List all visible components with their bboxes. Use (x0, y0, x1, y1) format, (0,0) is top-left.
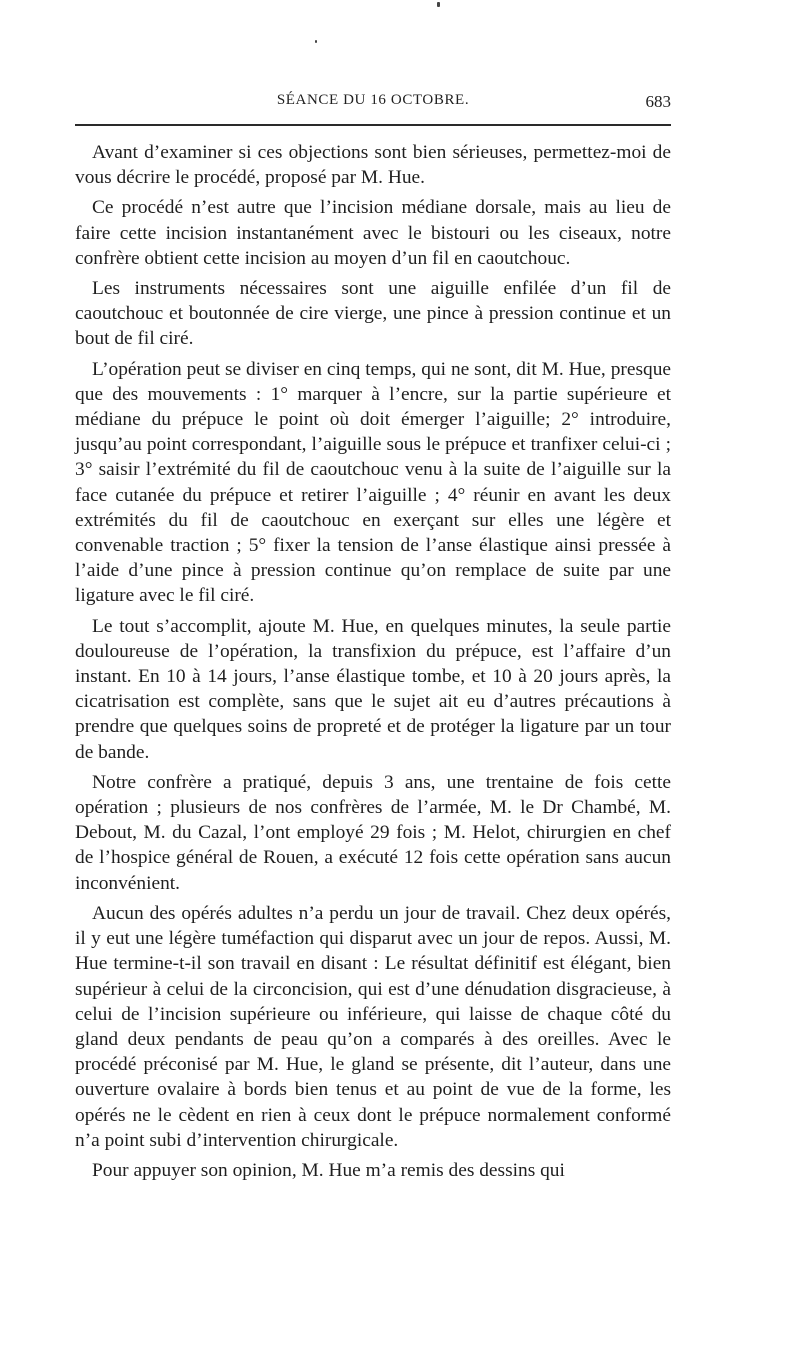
paragraph: Avant d’examiner si ces objections sont bien sérieuses, permettez-moi de vous décrire le procédé, proposé par M. Hue. (75, 142, 671, 189)
body-text (75, 140, 671, 1188)
page-number: 683 (645, 92, 671, 111)
running-title: SÉANCE DU 16 OCTOBRE. (276, 92, 470, 108)
page-header (75, 92, 671, 116)
paragraph: Le tout s’accomplit, ajoute M. Hue, en quelques minutes, la seule partie douloureuse de l’opération, la transfixion du prépuce, est l’affaire d’un instant. En 10 à 14 jours, l’anse élastique tombe, et 10 à 20 jours après, la cicatrisation est complète, sans que le sujet ait eu d’autres précautions à prendre que quelques soins de propreté et de protéger la ligature par un tour de bande. (75, 615, 671, 763)
print-speck (315, 40, 317, 43)
paragraph: Pour appuyer son opinion, M. Hue m’a remis des dessins qui (92, 1159, 565, 1181)
paragraph: Les instruments nécessaires sont une aiguille enfilée d’un fil de caoutchouc et boutonnée de cire vierge, une pince à pression continue et un bout de fil ciré. (75, 278, 671, 350)
header-rule (75, 124, 671, 126)
paragraph: L’opération peut se diviser en cinq temps, qui ne sont, dit M. Hue, presque que des mouvements : 1° marquer à l’encre, sur la partie supérieure et médiane du prépuce le point où doit émerger l’aiguille; 2° introduire, jusqu’au point correspondant, l’aiguille sous le prépuce et tranfixer celui-ci ; 3° saisir l’extrémité du fil de caoutchouc venu à la suite de l’aiguille sur la face cutanée du prépuce et retirer l’aiguille ; 4° réunir en avant les deux extrémités du fil de caoutchouc en exerçant sur elles une légère et convenable traction ; 5° fixer la tension de l’anse élastique ainsi pressée à l’aide d’une pince à pression continue qu’on remplace de suite par une ligature avec le fil ciré. (75, 358, 671, 607)
print-speck (437, 2, 440, 7)
paragraph: Ce procédé n’est autre que l’incision médiane dorsale, mais au lieu de faire cette incision instantanément avec le bistouri ou les ciseaux, notre confrère obtient cette incision au moyen d’un fil en caoutchouc. (75, 197, 671, 269)
paragraph: Aucun des opérés adultes n’a perdu un jour de travail. Chez deux opérés, il y eut une légère tuméfaction qui disparut avec un jour de repos. Aussi, M. Hue termine-t-il son travail en disant : Le résultat définitif est élégant, bien supérieur à celui de la circoncision, qui est d’une dénudation disgracieuse, à celui de l’incision supérieure ou inférieure, qui laisse de chaque côté du gland deux pendants de peau qu’on a comparés à des oreilles. Avec le procédé préconisé par M. Hue, le gland se présente, dit l’auteur, dans une ouverture ovalaire à bords bien tenus et au point de vue de la forme, les opérés ne le cèdent en rien à ceux dont le prépuce normalement conformé n’a point subi d’intervention chirurgicale. (75, 902, 671, 1151)
paragraph: Notre confrère a pratiqué, depuis 3 ans, une trentaine de fois cette opération ; plusieurs de nos confrères de l’armée, M. le Dr Chambé, M. Debout, M. du Cazal, l’ont employé 29 fois ; M. Helot, chirurgien en chef de l’hospice général de Rouen, a exécuté 12 fois cette opération sans aucun inconvénient. (75, 771, 671, 894)
